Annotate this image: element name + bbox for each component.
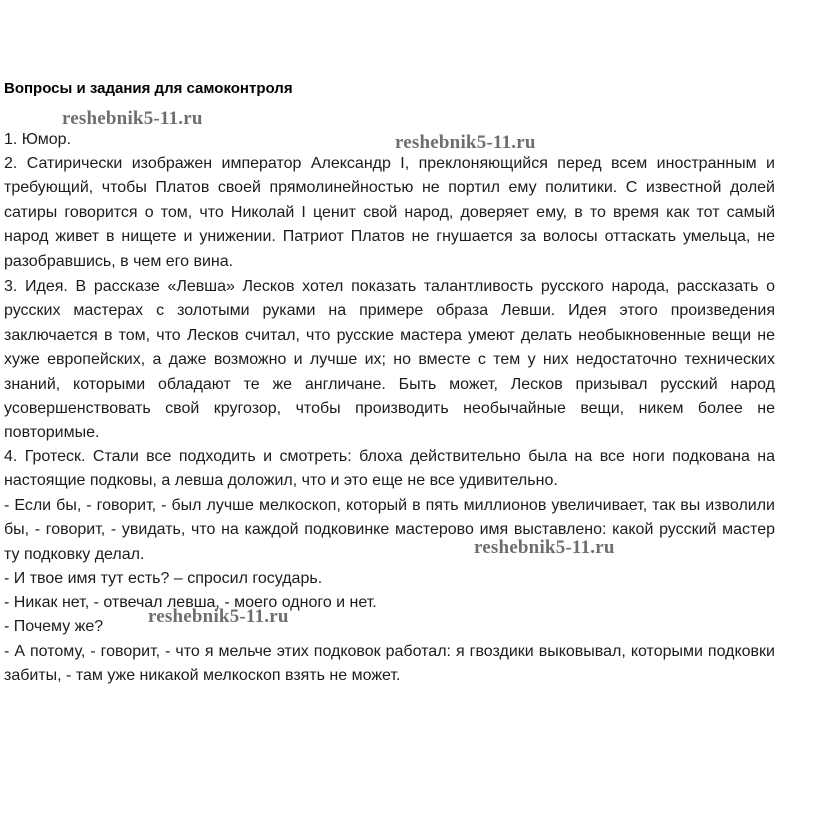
dialogue-line-3: - Никак нет, - отвечал левша, - моего одного и нет. bbox=[4, 594, 377, 611]
page-title: Вопросы и задания для самоконтроля bbox=[4, 80, 293, 97]
dialogue-line-5: - А потому, - говорит, - что я мельче этих подковок работал: я гвоздики выковывал, которыми подковки забиты, - там уже никакой мелкоскоп взять не может. bbox=[4, 643, 775, 685]
watermark: reshebnik5-11.ru bbox=[62, 108, 203, 129]
watermark: reshebnik5-11.ru bbox=[395, 132, 536, 153]
dialogue-line-1: - Если бы, - говорит, - был лучше мелкоскоп, который в пять миллионов увеличивает, так вы изволили бы, - говорит, - увидать, что на каждой подковинке мастерово имя выставлено: какой русский мастер ту подковку делал. bbox=[4, 497, 775, 563]
answer-4: 4. Гротеск. Стали все подходить и смотреть: блоха действительно была на все ноги подкована на настоящие подковы, а левша доложил, что и это еще не все удивительно. bbox=[4, 448, 775, 490]
dialogue-line-4: - Почему же? bbox=[4, 618, 104, 635]
answer-1: 1. Юмор. bbox=[4, 131, 72, 148]
watermark: reshebnik5-11.ru bbox=[474, 537, 615, 558]
dialogue-line-2: - И твое имя тут есть? – спросил государь. bbox=[4, 570, 323, 587]
watermark: reshebnik5-11.ru bbox=[148, 606, 289, 627]
answer-2: 2. Сатирически изображен император Александр I, преклоняющийся перед всем иностранным и требующий, чтобы Платов своей прямолинейностью не портил ему политики. С известной долей сатиры говорится о том, что Николай I ценит свой народ, доверяет ему, в то время как тот самый народ живет в нищете и унижении. Патриот Платов не гнушается за волосы оттаскать умельца, не разобравшись, в чем его вина. bbox=[4, 155, 775, 270]
answer-3: 3. Идея. В рассказе «Левша» Лесков хотел показать талантливость русского народа, рассказать о русских мастерах с золотыми руками на примере образа Левши. Идея этого произведения заключается в том, что Лесков считал, что русские мастера умеют делать необыкновенные вещи не хуже европейских, а даже возможно и лучше их; но вместе с тем у них недостаточно технических знаний, которыми обладают те же англичане. Быть может, Лесков призывал русский народ усовершенствовать свой кругозор, чтобы производить необычайные вещи, никем более не повторимые. bbox=[4, 278, 775, 442]
